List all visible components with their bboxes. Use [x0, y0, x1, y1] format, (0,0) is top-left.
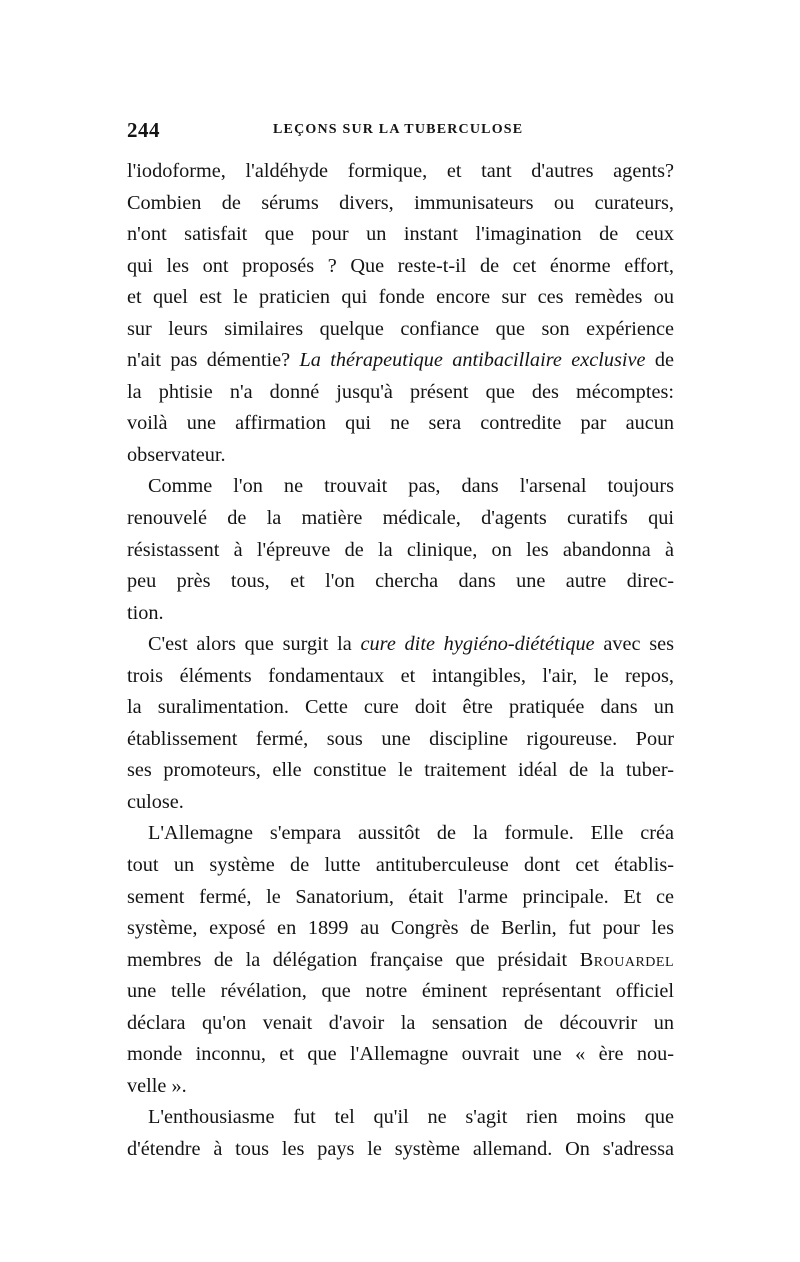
text-line [127, 913, 674, 945]
text-line [127, 850, 674, 882]
text-segment: sement fermé, le Sanatorium, était l'arme principale. Et ce [127, 885, 674, 908]
text-segment: l'iodoforme, l'aldéhyde formique, et tant d'autres agents? [127, 160, 674, 182]
text-segment: voilà une affirmation qui ne sera contredite par aucun [127, 412, 674, 435]
text-line [127, 156, 674, 188]
text-line [127, 535, 674, 567]
text-line [127, 1102, 674, 1134]
text-line [127, 1134, 674, 1166]
text-line [127, 1008, 674, 1040]
text-segment: d'étendre à tous les pays le système allemand. On s'adressa [127, 1137, 674, 1160]
text-segment: velle ». [127, 1074, 187, 1097]
text-line [127, 629, 674, 661]
italic-phrase: cure dite hygiéno-diététique [360, 633, 595, 656]
text-line [127, 945, 674, 977]
text-segment: qui les ont proposés ? Que reste-t-il de cet énorme effort, [127, 254, 674, 277]
body-text [127, 156, 674, 1166]
text-segment: ses promoteurs, elle constitue le traitement idéal de la tuber- [127, 759, 674, 782]
text-line [127, 188, 674, 220]
text-segment: déclara qu'on venait d'avoir la sensation de découvrir un [127, 1011, 674, 1034]
text-segment: établissement fermé, sous une discipline rigoureuse. Pour [127, 727, 674, 750]
text-line [127, 976, 674, 1008]
text-line [127, 440, 674, 472]
text-line [127, 1071, 674, 1103]
text-segment: peu près tous, et l'on chercha dans une autre direc- [127, 570, 674, 593]
small-caps-name: Brouardel [579, 948, 674, 971]
text-segment: sur leurs similaires quelque confiance que son expérience [127, 317, 674, 340]
text-line [127, 692, 674, 724]
text-segment: tout un système de lutte antituberculeuse dont cet établis- [127, 854, 674, 877]
running-title: LEÇONS SUR LA TUBERCULOSE [273, 122, 524, 137]
text-segment: et quel est le praticien qui fonde encore sur ces remèdes ou [127, 286, 674, 309]
text-segment: C'est alors que surgit la [148, 633, 361, 656]
text-line [127, 1039, 674, 1071]
text-segment: culose. [127, 790, 184, 813]
running-header [127, 118, 674, 144]
text-line [127, 598, 674, 630]
text-segment: de [645, 349, 674, 372]
text-segment: la suralimentation. Cette cure doit être pratiquée dans un [127, 696, 674, 719]
text-line [127, 345, 674, 377]
text-segment: trois éléments fondamentaux et intangibles, l'air, le repos, [127, 664, 674, 687]
text-segment: observateur. [127, 443, 226, 466]
page-number: 244 [127, 118, 160, 142]
italic-phrase: La thérapeutique antibacillaire exclusive [299, 349, 646, 372]
text-line [127, 724, 674, 756]
text-line [127, 503, 674, 535]
text-line [127, 471, 674, 503]
text-segment: Combien de sérums divers, immunisateurs ou curateurs, [127, 191, 674, 214]
text-line [127, 377, 674, 409]
text-segment: membres de la délégation française que présidait [127, 948, 580, 971]
text-line [127, 282, 674, 314]
text-line [127, 251, 674, 283]
text-line [127, 787, 674, 819]
text-line [127, 566, 674, 598]
text-segment: L'enthousiasme fut tel qu'il ne s'agit rien moins que [148, 1106, 674, 1129]
text-segment: monde inconnu, et que l'Allemagne ouvrait une « ère nou- [127, 1043, 674, 1066]
text-segment: renouvelé de la matière médicale, d'agents curatifs qui [127, 507, 674, 530]
text-segment: une telle révélation, que notre éminent représentant officiel [127, 980, 674, 1003]
text-segment: résistassent à l'épreuve de la clinique, on les abandonna à [127, 538, 674, 561]
text-line [127, 882, 674, 914]
text-line [127, 818, 674, 850]
text-segment: Comme l'on ne trouvait pas, dans l'arsenal toujours [148, 475, 674, 498]
text-line [127, 755, 674, 787]
text-segment: avec ses [594, 633, 674, 656]
text-line [127, 314, 674, 346]
text-line [127, 219, 674, 251]
text-segment: n'ait pas démentie? [127, 349, 300, 372]
text-segment: L'Allemagne s'empara aussitôt de la formule. Elle créa [148, 822, 674, 845]
text-segment: n'ont satisfait que pour un instant l'imagination de ceux [127, 223, 674, 246]
text-segment: système, exposé en 1899 au Congrès de Berlin, fut pour les [127, 917, 674, 940]
text-line [127, 661, 674, 693]
text-segment: la phtisie n'a donné jusqu'à présent que des mécomptes: [127, 380, 674, 403]
text-segment: tion. [127, 601, 164, 624]
text-line [127, 408, 674, 440]
